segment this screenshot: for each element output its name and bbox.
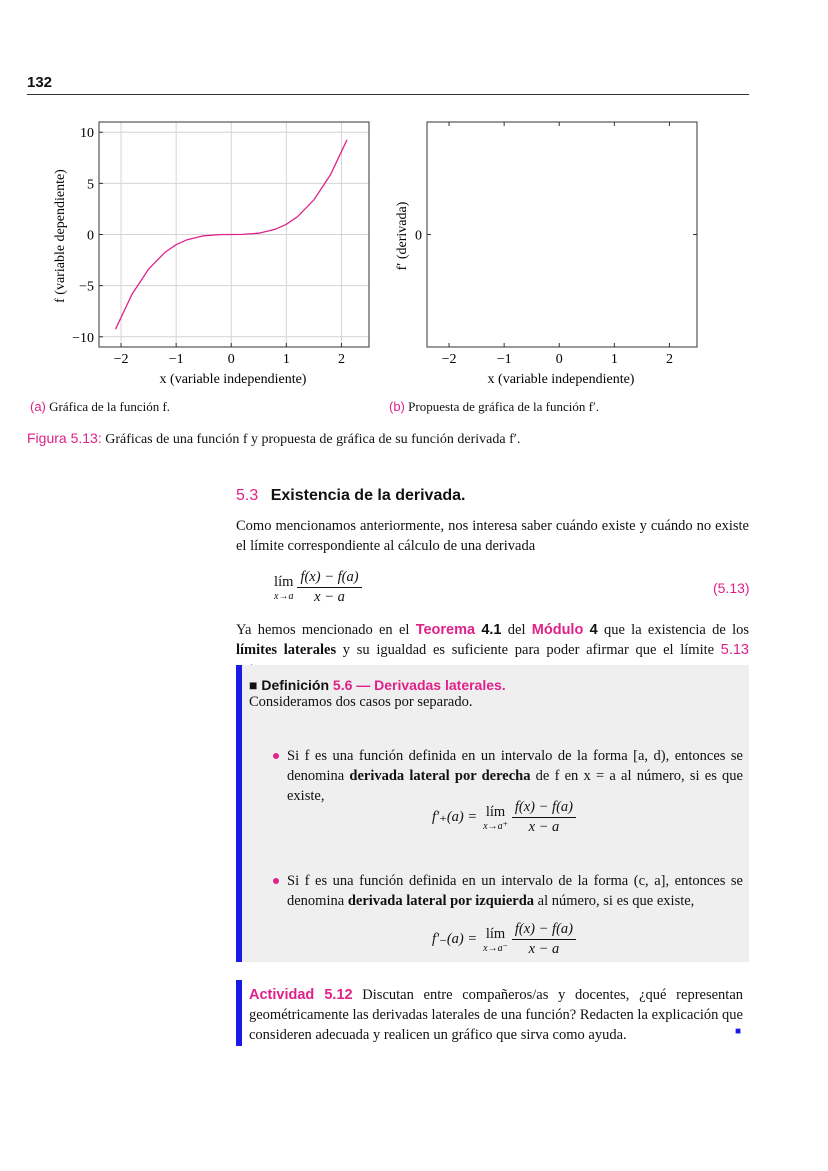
plot-a-xlabel: x (variable independiente) [159,372,307,387]
plot-b-xtick-label: 1 [610,352,618,367]
plot-a-xtick-label: 2 [337,352,345,367]
eq1-lim-sub: x→a⁺ [483,820,508,832]
plot-a-ytick-label: −5 [79,279,94,295]
eq-lim-text: lím [274,573,294,590]
p2-text-b: del [501,622,532,638]
eq2-numerator: f(x) − f(a) [512,921,576,940]
eq-lim [274,574,293,602]
eq1-fraction [512,799,576,836]
plot-b-xtick-label: −1 [496,352,512,367]
caption-a-tag: (a) [30,399,46,414]
eq1-lim-text: lím [485,803,506,820]
figure-caption [27,430,520,448]
figure-b [390,110,710,395]
plot-a-xtick-label: 0 [227,352,235,367]
caption-b [389,399,599,415]
eq2-lim-text: lím [485,925,506,942]
section-intro: Como mencionamos anteriormente, nos interesa saber cuándo existe y cuándo no existe el límite correspondiente al cálculo de una derivada [236,518,749,554]
plot-a-xtick-label: 1 [282,352,290,367]
item1-bold: derivada lateral por derecha [349,768,531,784]
eq2-lim-sub: x→a⁻ [483,942,508,954]
eq1-lim [483,804,508,832]
plot-a-xtick-label: −1 [168,352,184,367]
eq1-lhs: f′₊(a) = [432,809,478,825]
eq-numerator: f(x) − f(a) [297,569,361,588]
activity-end-marker: ■ [735,1026,742,1037]
section-title: Existencia de la derivada. [270,487,466,504]
item2-text-b: al número, si es que existe, [534,893,695,909]
section-number: 5.3 [236,487,259,504]
plot-b-area [415,122,697,367]
p2-teorema-num: 4.1 [481,622,502,638]
equation-right-derivative [432,799,576,836]
page-number: 132 [27,74,53,91]
figure-caption-tag: Figura 5.13: [27,430,102,446]
plot-a-ytick-label: −10 [72,330,94,346]
item1-text-b: de f en x = a al número, si es que existe, [287,768,743,804]
equation-5-13 [274,569,362,606]
caption-b-text: Propuesta de gráfica de la función f′. [408,399,600,414]
figure-caption-text: Gráficas de una función f y propuesta de gráfica de su función derivada f′. [105,432,521,447]
plot-b-ylabel: f′ (derivada) [395,201,410,271]
plot-a-ytick-label: 5 [87,177,94,193]
bullet-2 [273,878,279,884]
definition-heading [249,677,506,693]
p2-text-d: y su igualdad es suficiente para poder afirmar que el límite [336,642,721,658]
eq-denominator: x − a [314,589,345,605]
equation-tag: (5.13) [713,580,750,596]
caption-a-text: Gráfica de la función f. [49,399,171,414]
activity-label: Actividad 5.12 [249,987,353,1003]
plot-a-ylabel: f (variable dependiente) [53,169,68,303]
eq2-lim [483,926,508,954]
eq2-lhs: f′₋(a) = [432,931,478,947]
p2-teorema: Teorema [415,622,476,638]
eq-lim-sub: x→a [274,590,294,602]
p2-modulo: Módulo [531,622,584,638]
plot-b-xtick-label: −2 [441,352,457,367]
eq-fraction [297,569,361,606]
p2-bold-limites: límites laterales [236,642,337,658]
p2-ref: 5.13 [720,642,749,658]
definition-marker: ■ [249,677,258,693]
section-heading [236,487,465,505]
plot-a-ytick-label: 10 [80,126,94,142]
definition-label: Definición [261,677,330,693]
eq1-denominator: x − a [528,819,560,835]
p2-text-c: que la existencia de los [597,622,750,638]
definition-intro: Consideramos dos casos por separado. [249,694,473,710]
plot-b-xtick-label: 2 [665,352,673,367]
item2-bold: derivada lateral por izquierda [347,893,535,909]
bullet-1 [273,753,279,759]
plot-b-xtick-label: 0 [555,352,563,367]
p2-text-a: Ya hemos mencionado en el [236,622,416,638]
definition-item-2 [287,871,743,911]
activity-body: Discutan entre compañeros/as y docentes, ¿qué representan geométricamente las derivadas laterales de una función? Redacten la explicación que consideren adecuada y realicen un gráfico que sirva como ayuda. [249,987,743,1043]
eq1-numerator: f(x) − f(a) [512,799,576,818]
eq2-fraction [512,921,576,958]
caption-a [30,399,170,415]
p2-modulo-num: 4 [589,622,598,638]
equation-left-derivative [432,921,576,958]
figure-a [40,110,390,395]
activity-text [249,985,743,1045]
item1-text-a: Si f es una función definida en un intervalo de la forma [a, d), entonces se denomina [287,748,743,784]
plot-a-xtick-label: −2 [113,352,129,367]
definition-title: 5.6 — Derivadas laterales. [332,677,506,693]
header-rule [27,94,749,95]
definition-item-1 [287,746,743,806]
plot-a-ytick-label: 0 [87,228,94,244]
plot-a-area [72,122,369,367]
eq2-denominator: x − a [528,941,560,957]
plot-b-xlabel: x (variable independiente) [487,372,635,387]
caption-b-tag: (b) [389,399,405,414]
item2-text-a: Si f es una función definida en un intervalo de la forma (c, a], entonces se denomina [287,873,743,909]
plot-b-frame [427,122,697,347]
plot-b-ytick-label: 0 [415,228,422,244]
